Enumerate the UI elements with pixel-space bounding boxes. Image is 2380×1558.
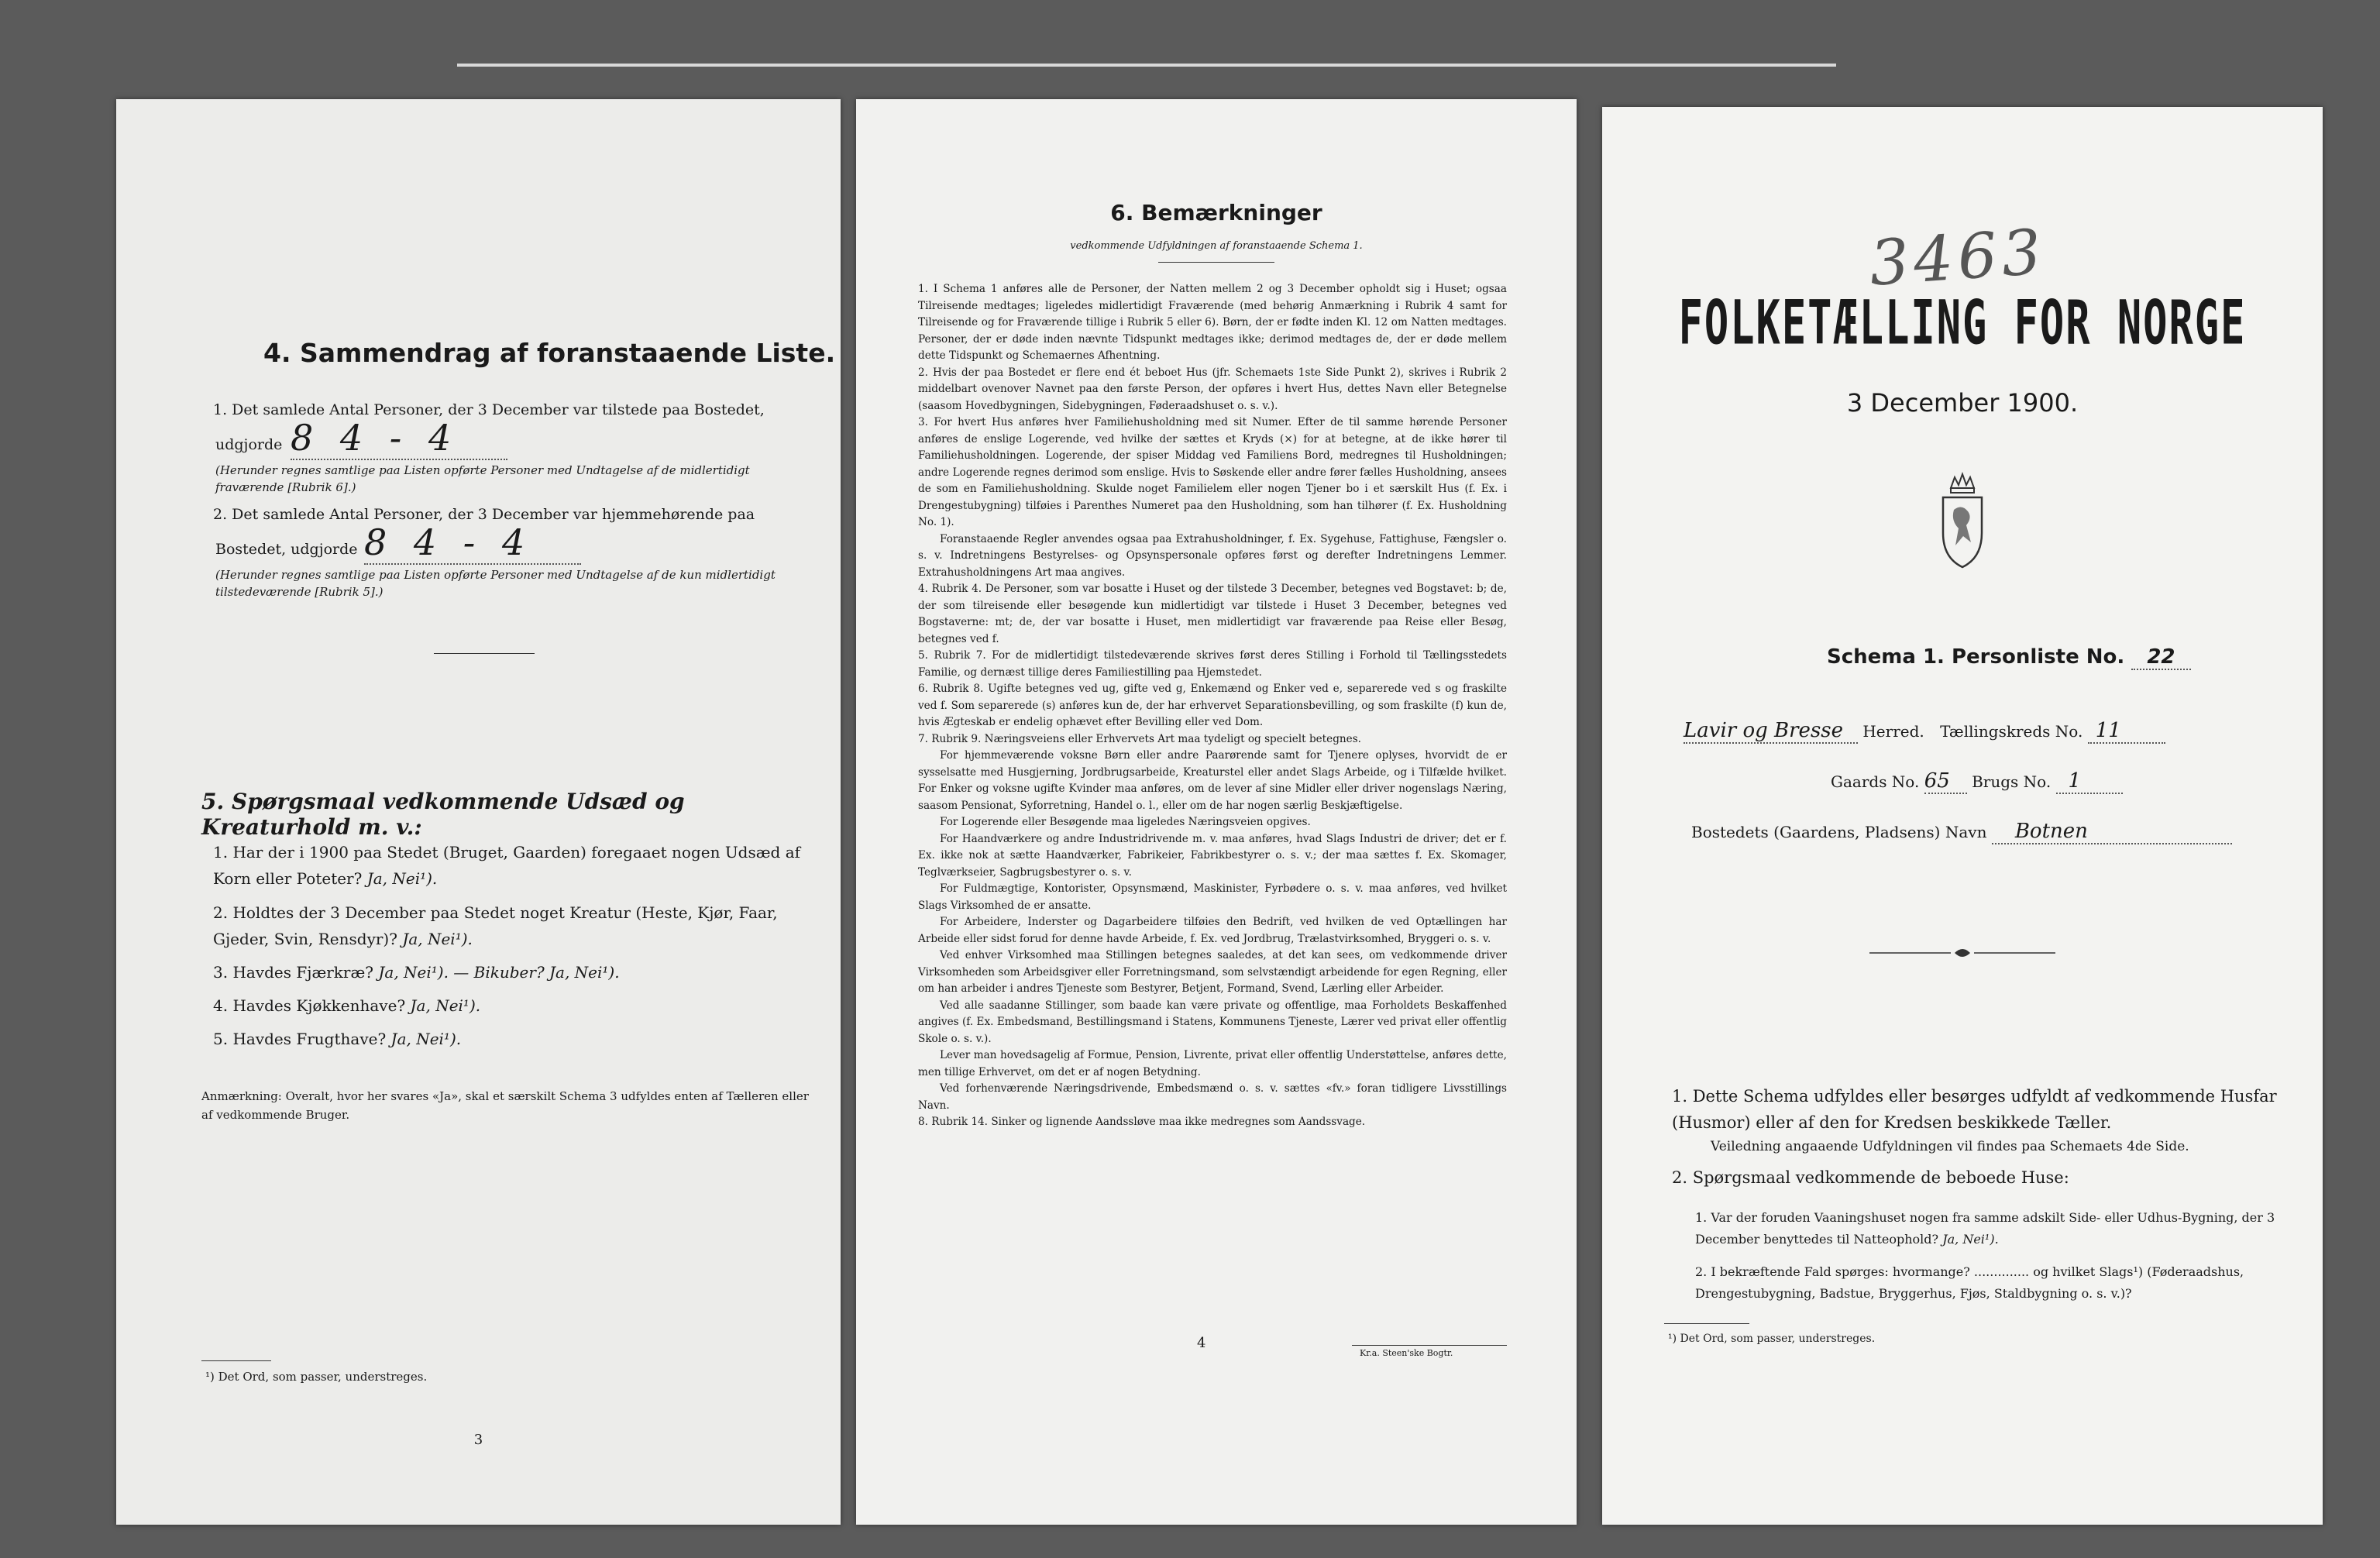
q5-5-answer: Ja, Nei¹). (390, 1030, 462, 1048)
instruction-2-2: 2. I bekræftende Fald spørges: hvormange? .............. og hvilket Slags¹) (Føderaadshus, Drengestubygning, Badstue, Bryggerhus, Fjøs, Staldbygning o. s. v.)? (1695, 1264, 2244, 1301)
title-rule (1158, 262, 1274, 263)
note-item: Lever man hovedsagelig af Formue, Pension, Livrente, privat eller offentlig Understøttelse, anføres dette, men tillige Erhvervet, om det er af nogen Betydning. (918, 1049, 1507, 1078)
q5-1-answer: Ja, Nei¹). (366, 869, 438, 888)
gaards-value: 65 (1924, 769, 1967, 794)
remark: Anmærkning: Overalt, hvor her svares «Ja», skal et særskilt Schema 3 udfyldes enten af Tælleren eller af vedkommende Bruger. (201, 1089, 809, 1122)
note-item: For Haandværkere og andre Industridrivende m. v. maa anføres, hvad Slags Industri de driver; det er f. Ex. ikke nok at sætte Haandværker, Fabrikeier, Fabrikbestyrer o. s. v.; der maa sættes f. Ex. Skomager, Teglværkseier, Sagbrugsbestyrer o. s. v. (918, 832, 1507, 879)
note-item: Ved forhenværende Næringsdrivende, Embedsmænd o. s. v. sættes «fv.» foran tidligere Livsstillings Navn. (918, 1082, 1507, 1112)
note-item: Ved alle saadanne Stillinger, som baade kan være private og offentlige, maa Forholdets Beskaffenhed angives (f. Ex. Embedsmand, Bestillingsmand i Statens, Kommunens Tjeneste, Lærer ved privat eller offentlig Skole o. s. v.). (918, 999, 1507, 1045)
q5-3 (213, 959, 817, 985)
top-edge-line (457, 64, 1836, 67)
census-title: FOLKETÆLLING FOR NORGE (1678, 289, 2247, 359)
q5-5-text: 5. Havdes Frugthave? (213, 1030, 387, 1048)
gaards-row (1831, 769, 2123, 794)
remarks-subtitle: vedkommende Udfyldningen af foranstaaende Schema 1. (1070, 240, 1363, 252)
census-date: 3 December 1900. (1846, 388, 2079, 418)
footnote: ¹) Det Ord, som passer, understreges. (1668, 1333, 1876, 1345)
schema-number: 22 (2131, 645, 2190, 670)
printer-rule (1352, 1345, 1507, 1346)
note-item: Ved enhver Virksomhed maa Stillingen betegnes saaledes, at det kan sees, om vedkommende driver Virksomheden som Arbeidsgiver eller Forretningsmand, som selvstændigt arbeidende for egen Regning, eller om han arbeider i andres Tjeneste som Bestyrer, Betjent, Formand, Svend, Lærling eller Arbeider. (918, 949, 1507, 995)
remarks-title: 6. Bemærkninger (1110, 200, 1322, 225)
note-item: 4. Rubrik 4. De Personer, som var bosatte i Huset og der tilstede 3 December, betegnes ved Bogstavet: b; de, der som tilreisende eller besøgende kun midlertidigt var tilstede i Huset 3 December, betegnes ved Bogstaverne: mt; de, der var bosatte i Huset, men midlertidigt var fraværende paa Reise eller Besøg, betegnes ved f. (918, 583, 1507, 645)
page-1-cover (1602, 107, 2323, 1525)
instruction-2: 2. Spørgsmaal vedkommende de beboede Huse: (1672, 1168, 2069, 1187)
page-number: 4 (1197, 1335, 1206, 1351)
page-3 (116, 99, 841, 1525)
printer-imprint: Kr.a. Steen'ske Bogtr. (1360, 1348, 1453, 1358)
q5-3-answer: Ja, Nei¹). — Bikuber? Ja, Nei¹). (378, 963, 620, 982)
note-item: For hjemmeværende voksne Børn eller andre Paarørende samt for Tjenere oplyses, hvorvidt de er sysselsatte med Husgjerning, Jordbrugsarbeide, Kreaturstel eller andet Slags Arbeide, og i Tilfælde hvilket. For Enker og voksne ugifte Kvinder maa anføres, om de lever af sine Midler eller driver nogenslags Næring, saasom Pensionat, Syforretning, Handel o. l., eller om de har nogen særlig Beskjæftigelse. (918, 749, 1507, 812)
q1-text: 1. Det samlede Antal Personer, der 3 December var tilstede paa Bostedet, (213, 401, 765, 418)
q2-value: 8 4 - 4 (364, 521, 581, 565)
herred-label: Herred. (1862, 722, 1924, 741)
note-item: For Fuldmægtige, Kontorister, Opsynsmænd, Maskinister, Fyrbødere o. s. v. maa anføres, ved hvilket Slags Virksomhed de er ansatte. (918, 882, 1507, 912)
q2-note: (Herunder regnes samtlige paa Listen opførte Personer med Undtagelse af de kun midlertidigt tilstedeværende [Rubrik 5].) (215, 568, 776, 599)
q2-lead: Bostedet, udgjorde (215, 541, 358, 558)
note-item: 1. I Schema 1 anføres alle de Personer, der Natten mellem 2 og 3 December opholdt sig i Huset; ogsaa Tilreisende medtages; ligeledes midlertidigt Fraværende (med behørig Anmærkning i Rubrik 4 samt for Tilreisende og for Fraværende tillige i Rubrik 5 eller 6). Børn, der er fødte inden Kl. 12 om Natten medtages. Personer, der er døde inden nævnte Tidspunkt medtages ikke; derimod medtages de, der er døde mellem dette Tidspunkt og Schemaernes Afhentning. (918, 283, 1507, 362)
instruction-1-sub: Veiledning angaaende Udfyldningen vil findes paa Schemaets 4de Side. (1711, 1139, 2189, 1154)
q5-2 (213, 899, 817, 952)
instruction-2-1-text: 1. Var der foruden Vaaningshuset nogen fra samme adskilt Side- eller Udhus-Bygning, der 3 December benyttedes til Natteophold? (1695, 1210, 2275, 1247)
q5-4-text: 4. Havdes Kjøkkenhave? (213, 996, 406, 1015)
q2-text: 2. Det samlede Antal Personer, der 3 December var hjemmehørende paa (213, 506, 755, 523)
note-item: 3. For hvert Hus anføres hver Familiehusholdning med sit Numer. Efter de til samme hørende Personer anføres de enslige Logerende, ved hvilke der sættes et Kryds (×) for at betegne, at de ikke hører til Familiehusholdningen. Logerende, der spiser Middag ved Familiens Bord, medregnes til Husholdningen; andre Logerende regnes derimod som enslige. Hvis to Søskende eller andre fører fælles Husholdning, ansees de som en Familiehusholdning. Skulde noget Familielem eller nogen Tjener bo i et særskilt Hus (f. Ex. i Drengestubygning) tilføies i Parenthes Numeret paa den Husholdning, som han tilhører (f. Ex. Husholdning No. 1). (918, 416, 1507, 528)
note-item: 7. Rubrik 9. Næringsveiens eller Erhvervets Art maa tydeligt og specielt betegnes. (918, 732, 1361, 745)
schema-label (1827, 645, 2191, 669)
herred-value: Lavir og Bresse (1684, 719, 1858, 744)
q1-value: 8 4 - 4 (291, 417, 507, 460)
instruction-2-1 (1695, 1207, 2284, 1250)
schema-label-text: Schema 1. Personliste No. (1827, 645, 2125, 669)
archive-number-stamp: 3463 (1867, 215, 2048, 300)
note-item: 8. Rubrik 14. Sinker og lignende Aandssløve maa ikke medregnes som Aandssvage. (918, 1116, 1366, 1128)
note-item: For Arbeidere, Inderster og Dagarbeidere tilføies den Bedrift, ved hvilken de ved Optællingen har Arbeide eller sidst forud for denne havde Arbeide, f. Ex. ved Jordbrug, Trælastvirksomhed, Bryggeri o. s. v. (918, 916, 1507, 945)
page-number: 3 (473, 1432, 483, 1448)
herred-row (1684, 719, 2288, 744)
gaards-label: Gaards No. (1831, 772, 1920, 791)
section-4-title: 4. Sammendrag af foranstaaende Liste. (263, 338, 836, 368)
bosted-row (1691, 820, 2232, 844)
bosted-label: Bostedets (Gaardens, Pladsens) Navn (1691, 823, 1987, 841)
q5-5 (213, 1026, 817, 1052)
bosted-value: Botnen (1992, 820, 2232, 844)
brugs-label: Brugs No. (1972, 772, 2052, 791)
footnote-rule (1664, 1323, 1749, 1324)
remarks-notes (918, 281, 1507, 1131)
q5-4-answer: Ja, Nei¹). (410, 996, 481, 1015)
q5-2-text: 2. Holdtes der 3 December paa Stedet noget Kreatur (Heste, Kjør, Faar, Gjeder, Svin, Rensdyr)? (213, 903, 778, 948)
page-4 (856, 99, 1577, 1525)
footnote-rule (201, 1360, 271, 1361)
note-item: 6. Rubrik 8. Ugifte betegnes ved ug, gifte ved g, Enkemænd og Enker ved e, separerede ved s og fraskilte ved f. Som separerede (s) anføres kun de, der har erhvervet Separationsbevilling, og som fraskilte (f) kun de, hvis Ægteskab er endelig ophævet efter Bevilling eller ved Dom. (918, 683, 1507, 728)
note-item: 2. Hvis der paa Bostedet er flere end ét beboet Hus (jfr. Schemaets 1ste Side Punkt 2), skrives i Rubrik 2 middelbart ovenover Navnet paa den første Person, der opføres i hvert Hus, dettes Navn eller Betegnelse (saasom Hovedbygningen, Sidebygningen, Føderaadshuset o. s. v.). (918, 366, 1507, 412)
ornament-divider-icon (1869, 945, 2055, 961)
note-item: Foranstaaende Regler anvendes ogsaa paa Extrahusholdninger, f. Ex. Sygehuse, Fattighuse, Fængsler o. s. v. Indretningens Bestyrelses- og Opsynspersonale opføres først og derefter Indretningens Lemmer. Extrahusholdningens Art maa angives. (918, 532, 1507, 579)
footnote: ¹) Det Ord, som passer, understreges. (205, 1370, 428, 1384)
q1-lead: udgjorde (215, 436, 283, 453)
instruction-2-1-answer: Ja, Nei¹). (1942, 1232, 1999, 1247)
kreds-label: Tællingskreds No. (1940, 722, 2083, 741)
section-5-title: 5. Spørgsmaal vedkommende Udsæd og Kreaturhold m. v.: (201, 789, 685, 840)
kreds-value: 11 (2088, 719, 2165, 744)
note-item: 5. Rubrik 7. For de midlertidigt tilstedeværende skrives først deres Stilling i Forhold til Tællingsstedets Familie, og dernæst tillige deres Familiestilling paa Hjemstedet. (918, 649, 1507, 679)
q5-1 (213, 839, 817, 892)
coat-of-arms-icon (1935, 471, 1990, 572)
note-item: For Logerende eller Besøgende maa ligeledes Næringsveien opgives. (940, 816, 1311, 828)
q1-note: (Herunder regnes samtlige paa Listen opførte Personer med Undtagelse af de midlertidigt fraværende [Rubrik 6].) (215, 463, 750, 494)
q5-3-text: 3. Havdes Fjærkræ? (213, 963, 374, 982)
q5-4 (213, 992, 817, 1019)
q5-2-answer: Ja, Nei¹). (402, 930, 473, 948)
brugs-value: 1 (2056, 769, 2123, 794)
q5-1-text: 1. Har der i 1900 paa Stedet (Bruget, Gaarden) foregaaet nogen Udsæd af Korn eller Poteter? (213, 843, 801, 888)
divider-rule (434, 653, 535, 654)
instruction-1: 1. Dette Schema udfyldes eller besørges udfyldt af vedkommende Husfar (Husmor) eller af den for Kredsen beskikkede Tæller. (1672, 1087, 2277, 1132)
